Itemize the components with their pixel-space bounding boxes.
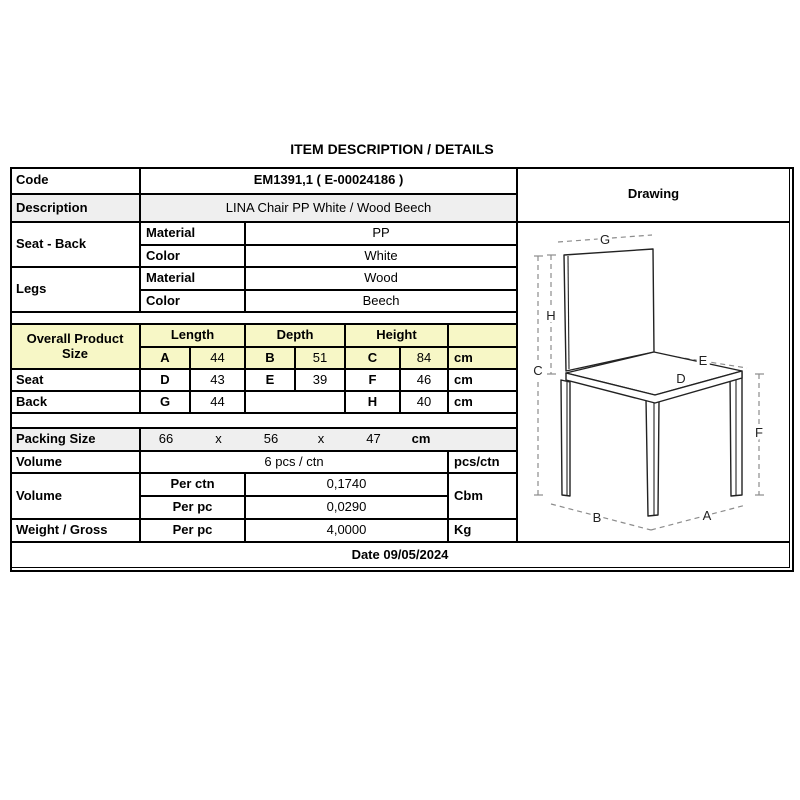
packing-dim-3: 47 <box>366 431 381 447</box>
back-unit: cm <box>448 391 517 413</box>
chair-left-leg <box>561 380 570 496</box>
back-depth-empty <box>245 391 345 413</box>
seat-row-label: Seat <box>10 369 140 391</box>
spacer-row-2 <box>10 413 517 428</box>
overall-height-value: 84 <box>400 347 448 369</box>
chair-backrest <box>564 249 654 371</box>
size-section-label: Overall Product Size <box>10 324 140 369</box>
size-depth-header: Depth <box>245 324 345 347</box>
description-label: Description <box>10 194 140 222</box>
seat-depth-value: 39 <box>295 369 345 391</box>
code-value: EM1391,1 ( E-00024186 ) <box>140 167 517 194</box>
overall-height-key: C <box>345 347 400 369</box>
weight-per-pc-label: Per pc <box>140 519 245 542</box>
seat-unit: cm <box>448 369 517 391</box>
legs-material-value: Wood <box>245 267 517 290</box>
dim-line-a <box>651 505 746 530</box>
overall-length-key: A <box>140 347 190 369</box>
dim-label-c: C <box>533 363 543 378</box>
drawing-canvas <box>517 222 790 542</box>
weight-label: Weight / Gross <box>10 519 140 542</box>
seat-back-label: Seat - Back <box>10 222 140 267</box>
drawing-header: Drawing <box>517 167 790 222</box>
size-length-header: Length <box>140 324 245 347</box>
dim-label-e: E <box>698 353 708 368</box>
dim-label-f: F <box>755 425 763 440</box>
per-pc-value: 0,0290 <box>245 496 448 519</box>
dim-label-g: G <box>599 232 611 247</box>
date-row: Date 09/05/2024 <box>10 542 790 568</box>
overall-length-value: 44 <box>190 347 245 369</box>
dim-label-b: B <box>592 510 602 525</box>
code-label: Code <box>10 167 140 194</box>
back-length-value: 44 <box>190 391 245 413</box>
back-height-key: H <box>345 391 400 413</box>
weight-value: 4,0000 <box>245 519 448 542</box>
legs-label: Legs <box>10 267 140 312</box>
spacer-row-1 <box>10 312 517 324</box>
per-pc-label: Per pc <box>140 496 245 519</box>
packing-unit: cm <box>411 431 431 447</box>
packing-values <box>140 428 517 451</box>
volume-detail-label: Volume <box>10 473 140 519</box>
packing-label: Packing Size <box>10 428 140 451</box>
seat-back-material-label: Material <box>140 222 245 245</box>
dim-label-h: H <box>546 308 556 323</box>
seat-depth-key: E <box>245 369 295 391</box>
overall-depth-key: B <box>245 347 295 369</box>
size-unit-header <box>448 324 517 347</box>
chair-front-leg <box>646 399 659 516</box>
per-ctn-label: Per ctn <box>140 473 245 496</box>
seat-length-key: D <box>140 369 190 391</box>
back-length-key: G <box>140 391 190 413</box>
chair-drawing <box>518 223 789 541</box>
seat-back-color-value: White <box>245 245 517 267</box>
legs-color-label: Color <box>140 290 245 312</box>
seat-length-value: 43 <box>190 369 245 391</box>
back-height-value: 40 <box>400 391 448 413</box>
seat-back-material-value: PP <box>245 222 517 245</box>
per-ctn-value: 0,1740 <box>245 473 448 496</box>
size-height-header: Height <box>345 324 448 347</box>
seat-height-key: F <box>345 369 400 391</box>
seat-height-value: 46 <box>400 369 448 391</box>
dim-label-d: D <box>676 371 686 386</box>
legs-color-value: Beech <box>245 290 517 312</box>
volume-carton-value: 6 pcs / ctn <box>140 451 448 473</box>
volume-carton-unit: pcs/ctn <box>448 451 517 473</box>
page-title: ITEM DESCRIPTION / DETAILS <box>290 141 494 157</box>
legs-material-label: Material <box>140 267 245 290</box>
packing-dim-2: 56 <box>263 431 279 447</box>
packing-x-2: x <box>317 431 325 447</box>
overall-depth-value: 51 <box>295 347 345 369</box>
overall-unit: cm <box>448 347 517 369</box>
description-value: LINA Chair PP White / Wood Beech <box>140 194 517 222</box>
back-row-label: Back <box>10 391 140 413</box>
packing-dim-1: 66 <box>158 431 174 447</box>
dim-label-a: A <box>702 508 712 523</box>
packing-x-1: x <box>215 431 222 447</box>
weight-unit: Kg <box>448 519 517 542</box>
volume-carton-label: Volume <box>10 451 140 473</box>
volume-detail-unit: Cbm <box>448 473 517 519</box>
seat-back-color-label: Color <box>140 245 245 267</box>
